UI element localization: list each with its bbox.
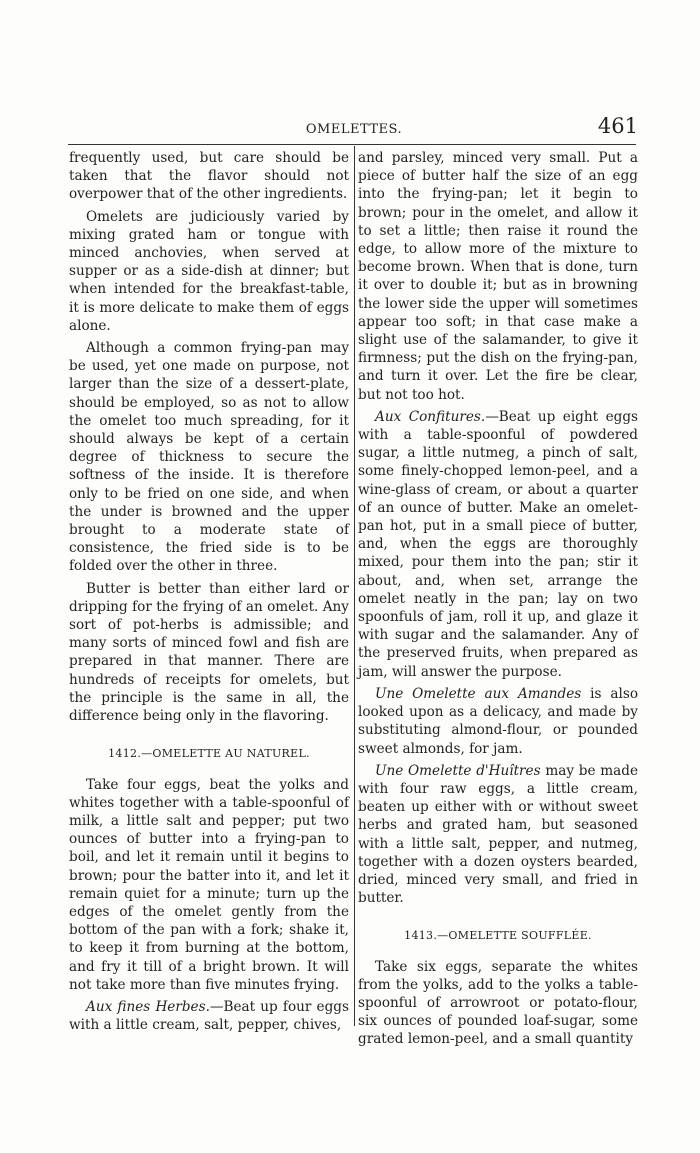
left-column <box>69 149 349 1038</box>
right-column <box>358 149 638 1053</box>
paragraph: frequently used, but care should be taken that the flavor should not overpower that of the other ingredients. <box>69 150 349 203</box>
recipe-subtitle: Une Omelette aux Amandes <box>375 685 582 702</box>
recipe-subtitle: Une Omelette d'Huîtres <box>375 762 541 779</box>
paragraph: Take four eggs, beat the yolks and whites together with a table-spoonful of milk, a little salt and pepper; put two ounces of butter into a frying-pan to boil, and let it remain until it begins to brown; pour the batter into it, and let it remain quiet for a minute; turn up the edges of the omelet gently from the bottom of the pan with a fork; shake it, to keep it from burning at the bottom, and fry it till of a bright brown. It will not take more than five minutes frying. <box>69 776 349 993</box>
paragraph: Butter is better than either lard or dripping for the frying of an omelet. Any sort of pot-herbs is admissible; and many sorts of minced fowl and fish are prepared in that manner. There are hundreds of receipts for omelets, but the principle is the same in all, the difference being only in the flavoring. <box>69 580 349 725</box>
paragraph: Take six eggs, separate the whites from the yolks, add to the yolks a table-spoonful of arrowroot or potato-flour, six ounces of pounded loaf-sugar, some grated lemon-peel, and a small quantity <box>358 958 638 1048</box>
recipe-subtitle: Aux fines Herbes. <box>86 998 210 1015</box>
page-header <box>70 114 638 144</box>
paragraph <box>358 762 638 908</box>
paragraph-text: may be made with four raw eggs, a little cream, beaten up either with or without sweet herbs and grated ham, but seasoned with a little salt, pepper, and nutmeg, together with a dozen oysters bearded, dried, minced very small, and fried in butter. <box>358 762 638 907</box>
page-number: 461 <box>597 114 638 138</box>
paragraph <box>358 685 638 758</box>
paragraph: Although a common frying-pan may be used, yet one made on purpose, not larger than the size of a dessert-plate, should be employed, so as not to allow the omelet too much spreading, for it should always be kept of a certain degree of thickness to secure the softness of the inside. It is therefore only to be fried on one side, and when the under is browned and the upper brought to a moderate state of consistence, the fried side is to be folded over the other in three. <box>69 340 349 575</box>
paragraph-text: —Beat up eight eggs with a table-spoonful of powdered sugar, a little nutmeg, a pinch of salt, some finely-chopped lemon-peel, and a wine-glass of cream, or about a quarter of an ounce of butter. Make an omelet-pan hot, put in a small piece of butter, and, when the eggs are thoroughly mixed, pour them into the pan; stir it about, and, when set, arrange the omelet neatly in the pan; lay on two spoonfuls of jam, roll it up, and glaze it with sugar and the salamander. Any of the preserved fruits, when prepared as jam, will answer the purpose. <box>358 408 638 680</box>
column-divider <box>354 146 355 1026</box>
paragraph-text: is also looked upon as a delicacy, and made by substituting almond-flour, or pounded sweet almonds, for jam. <box>358 685 639 757</box>
recipe-subtitle: Aux Confitures. <box>375 408 486 425</box>
recipe-heading: 1413.—OMELETTE SOUFFLÉE. <box>404 929 592 943</box>
header-rule <box>68 144 636 145</box>
recipe-heading: 1412.—OMELETTE AU NATUREL. <box>108 747 310 761</box>
paragraph-text: —Beat up four eggs with a little cream, salt, pepper, chives, <box>69 998 349 1034</box>
paragraph <box>69 998 349 1034</box>
paragraph: and parsley, minced very small. Put a piece of butter half the size of an egg into the frying-pan; let it begin to brown; pour in the omelet, and allow it to set a little; then raise it round the edge, to allow more of the mixture to become brown. When that is done, turn it over to double it; but as in browning the lower side the upper will sometimes appear too soft; in that case make a slight use of the salamander, to give it firmness; put the dish on the frying-pan, and turn it over. Let the fire be clear, but not too hot. <box>358 150 638 403</box>
paragraph: Omelets are judiciously varied by mixing grated ham or tongue with minced anchovies, when served at supper or as a side-dish at dinner; but when intended for the breakfast-table, it is more delicate to make them of eggs alone. <box>69 208 349 334</box>
running-title: OMELETTES. <box>305 122 403 137</box>
paragraph <box>358 408 638 681</box>
